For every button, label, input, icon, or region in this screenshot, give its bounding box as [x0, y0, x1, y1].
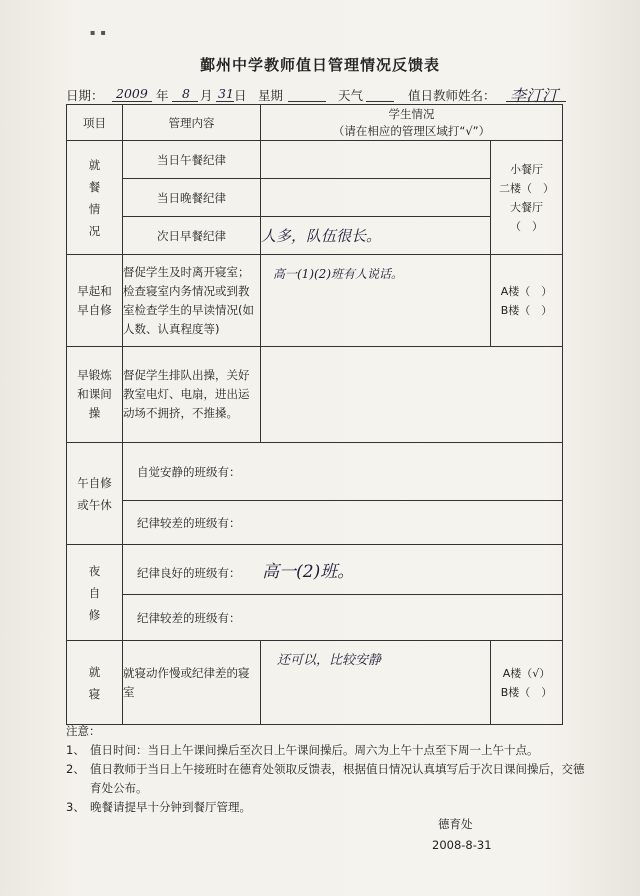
dining-row-breakfast — [67, 217, 563, 255]
morning-category-label: 早起和早自修 — [77, 283, 112, 317]
evening-good-cell[interactable] — [123, 545, 563, 595]
dining-breakfast-note[interactable]: 人多，队伍很长。 — [261, 217, 491, 255]
header-row — [67, 105, 563, 141]
evening-poor-label: 纪律较差的班级有： — [137, 610, 241, 625]
sleep-content: 就寝动作慢或纪律差的寝室 — [123, 641, 261, 725]
feedback-table — [66, 104, 563, 725]
note-item — [66, 741, 586, 760]
note-number: 2、 — [66, 762, 85, 776]
morning-category — [67, 255, 123, 347]
noon-row-poor — [67, 501, 563, 545]
dining-location-cell — [491, 141, 563, 255]
dining-lunch-label: 当日午餐纪律 — [123, 141, 261, 179]
noon-poor-label: 纪律较差的班级有： — [137, 515, 241, 530]
teacher-blank — [506, 101, 566, 102]
day-value: 31 — [218, 86, 234, 101]
noon-poor-cell[interactable] — [123, 501, 563, 545]
dining-dinner-label: 当日晚餐纪律 — [123, 179, 261, 217]
year-label: 年 — [156, 88, 169, 103]
header-content: 管理内容 — [123, 105, 261, 141]
noon-quiet-cell[interactable] — [123, 443, 563, 501]
exercise-content: 督促学生排队出操，关好教室电灯、电扇，进出运动场不拥挤，不推搡。 — [123, 347, 261, 443]
noon-category — [67, 443, 123, 545]
weekday-blank — [288, 101, 326, 102]
date-label: 日期： — [66, 88, 104, 103]
issue-date: 2008-8-31 — [432, 838, 492, 852]
sleep-side-a: A楼（√） — [502, 666, 551, 680]
notes-section — [66, 722, 586, 817]
weather-blank — [366, 101, 394, 102]
exercise-category-label: 早锻炼和课间操 — [77, 368, 112, 420]
note-item — [66, 760, 586, 798]
evening-category — [67, 545, 123, 641]
evening-row-good — [67, 545, 563, 595]
month-value: 8 — [182, 86, 190, 101]
dining-category — [67, 141, 123, 255]
header-status-title: 学生情况 — [388, 106, 435, 121]
day-blank — [216, 101, 234, 102]
stray-marks: ▪ ▪ — [90, 28, 106, 37]
morning-side-b: B楼（ ） — [500, 303, 553, 317]
evening-row-poor — [67, 595, 563, 641]
issuer-signature: 德育处 — [438, 817, 473, 831]
form-title: 鄞州中学教师值日管理情况反馈表 — [199, 56, 440, 74]
teacher-label: 值日教师姓名： — [408, 88, 496, 103]
sleep-side-b: B楼（ ） — [500, 685, 553, 699]
sleep-note[interactable]: 还可以，比较安静 — [261, 641, 491, 725]
teacher-name: 李汀汀 — [510, 86, 559, 105]
dining-side-small: 小餐厅 — [510, 162, 543, 176]
header-status — [261, 105, 563, 141]
header-status-note: （请在相应的管理区域打“√”） — [332, 123, 491, 138]
exercise-area[interactable] — [261, 347, 563, 443]
note-number: 3、 — [66, 800, 85, 814]
dining-row-dinner — [67, 179, 563, 217]
exercise-category — [67, 347, 123, 443]
dining-side-floor2: 二楼（ ） — [499, 181, 554, 195]
evening-category-label: 夜自修 — [88, 563, 101, 622]
dining-row-lunch — [67, 141, 563, 179]
month-label: 月 — [200, 88, 213, 103]
year-value: 2009 — [116, 86, 148, 101]
dining-breakfast-label: 次日早餐纪律 — [123, 217, 261, 255]
day-label: 日 — [234, 88, 247, 103]
sleep-location-cell — [491, 641, 563, 725]
notes-heading: 注意： — [66, 724, 101, 738]
dining-category-label: 就餐情况 — [88, 157, 101, 238]
morning-note[interactable]: 高一(1)(2)班有人说话。 — [261, 255, 491, 347]
weather-label: 天气 — [338, 88, 364, 103]
evening-good-label: 纪律良好的班级有： — [137, 566, 241, 580]
dining-lunch-area[interactable] — [261, 141, 491, 179]
dining-side-large: 大餐厅 — [510, 200, 543, 214]
noon-row-quiet — [67, 443, 563, 501]
note-item — [66, 798, 586, 817]
noon-quiet-label: 自觉安静的班级有： — [137, 464, 241, 479]
morning-row — [67, 255, 563, 347]
sleep-category — [67, 641, 123, 725]
month-blank — [172, 101, 198, 102]
evening-poor-cell[interactable] — [123, 595, 563, 641]
dining-side-large-box: （ ） — [510, 219, 543, 233]
morning-content: 督促学生及时离开寝室；检查寝室内务情况或到教室检查学生的早读情况(如人数、认真程度等) — [123, 255, 261, 347]
sleep-row — [67, 641, 563, 725]
evening-good-note: 高一(2)班。 — [262, 562, 355, 582]
header-item: 项目 — [67, 105, 123, 141]
note-text: 值日时间：当日上午课间操后至次日上午课间操后。周六为上午十点至下周一上午十点。 — [90, 743, 539, 757]
noon-category-label: 午自修或午休 — [77, 475, 112, 512]
note-text: 值日教师于当日上午接班时在德育处领取反馈表，根据值日情况认真填写后于次日课间操后，交德育处公布。 — [90, 762, 585, 795]
year-blank — [112, 101, 152, 102]
sleep-category-label: 就寝 — [88, 664, 101, 701]
morning-side-a: A楼（ ） — [500, 284, 553, 298]
note-number: 1、 — [66, 743, 85, 757]
note-text: 晚餐请提早十分钟到餐厅管理。 — [90, 800, 251, 814]
exercise-row — [67, 347, 563, 443]
weekday-label: 星期 — [258, 88, 284, 103]
dining-dinner-area[interactable] — [261, 179, 491, 217]
morning-location-cell — [491, 255, 563, 347]
